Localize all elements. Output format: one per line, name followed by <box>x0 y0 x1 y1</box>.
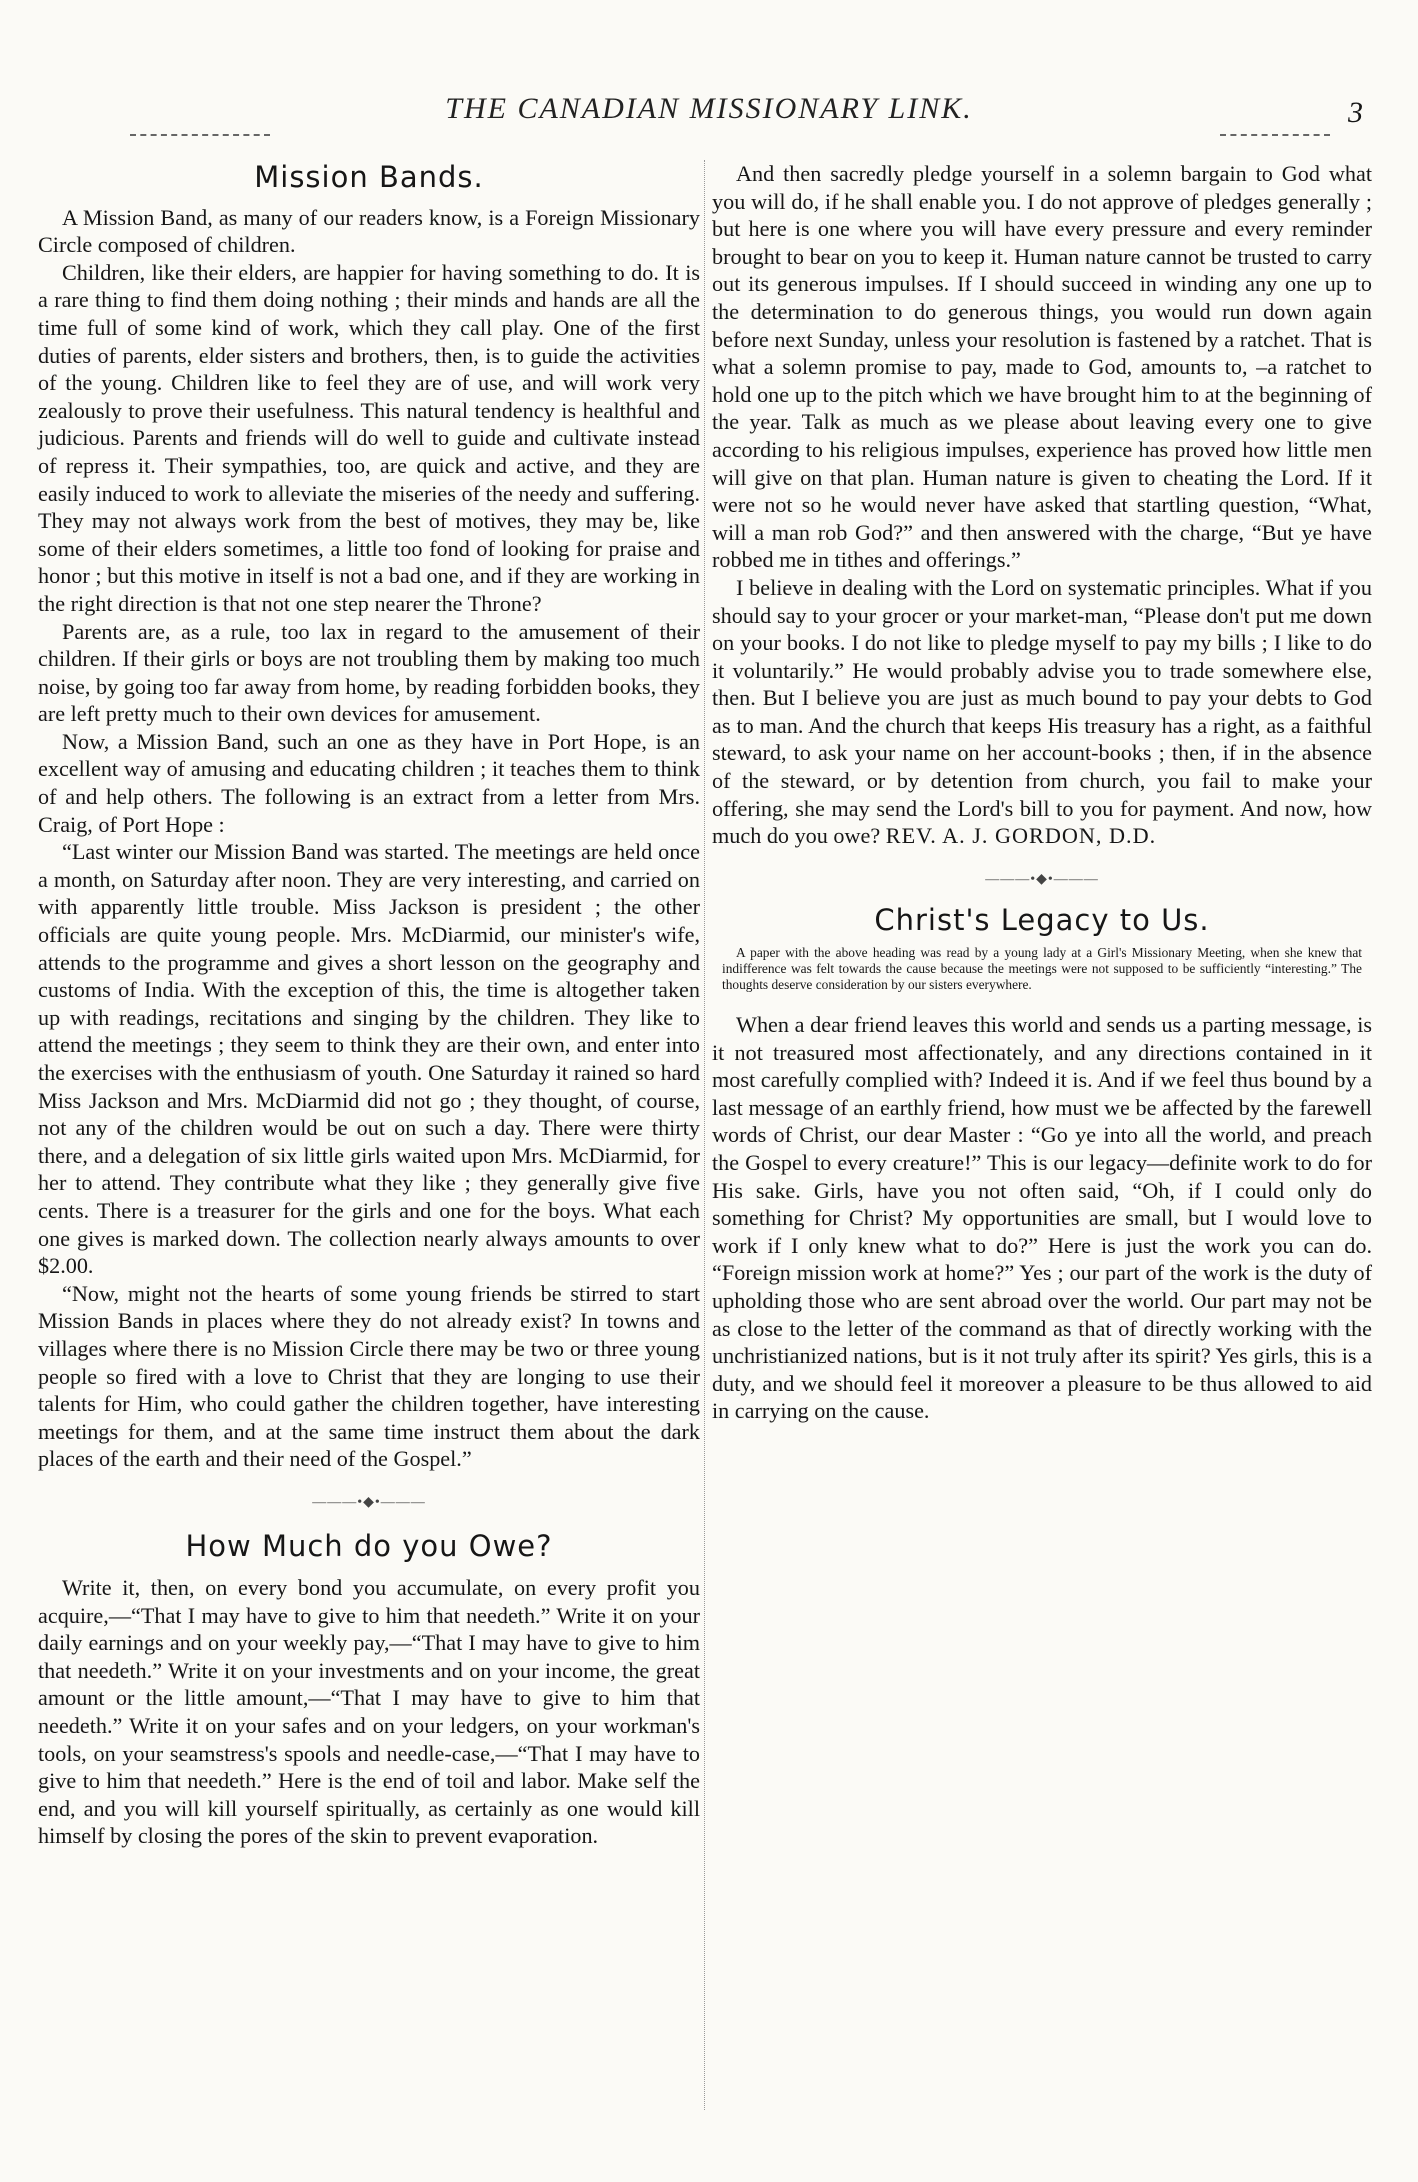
christs-legacy-article <box>712 903 1372 1425</box>
mission-bands-heading: Mission Bands. <box>254 160 484 194</box>
how-much-paragraph-text: I believe in dealing with the Lord on systematic principles. What if you should say to your grocer or your market-man, “Please don't put me down on your books. I do not like to pledge myself to pay my bills ; I like to do it voluntarily.” He would probably advise you to trade somewhere else, then. But I believe you are just as much bound to pay your debts to God as to man. And the church that keeps His treasury has a right, as a faithful steward, to ask your name on her account-books ; then, if in the absence of the steward, or by detention from church, you fail to make your offering, she may send the Lord's bill to you for payment. And now, how much do you owe? <box>712 574 1372 849</box>
header-rule-left <box>130 134 270 136</box>
page-number: 3 <box>1348 96 1363 129</box>
page-header-title: THE CANADIAN MISSIONARY LINK. <box>445 92 973 125</box>
left-column <box>38 160 700 1850</box>
author-signature: REV. A. J. GORDON, D.D. <box>885 823 1157 849</box>
how-much-heading: How Much do you Owe? <box>185 1528 553 1563</box>
how-much-paragraph: And then sacredly pledge yourself in a solemn bargain to God what you will do, if he shall enable you. I do not approve of pledges generally ; but here is one where you will have every pressure and every reminder brought to bear on you to keep it. Human nature cannot be trusted to carry out its generous impulses. If I should succeed in winding any one up to the determination to do generous things, you would run down again before next Sunday, unless your resolution is fastened by a ratchet. That is what a solemn promise to pay, made to God, amounts to, –a ratchet to hold one up to the pitch which we have brought him to at the beginning of the year. Talk as much as we please about leaving every one to give according to his religious impulses, experience has proved how little men will give on that plan. Human nature is given to cheating the Lord. If it were not so he would never have asked that startling question, “What, will a man rob God?” and then answered with the charge, “But ye have robbed me in tithes and offerings.” <box>712 161 1372 573</box>
section-ornament: ———•◆•——— <box>985 871 1099 887</box>
header-rule-right <box>1220 134 1330 136</box>
how-much-continued <box>712 160 1372 893</box>
mission-bands-paragraph: “Last winter our Mission Band was started. The meetings are held once a month, on Saturday after noon. They are very interesting, and carried on with apparently little trouble. Miss Jackson is president ; the other officials are quite young people. Mrs. McDiarmid, our minister's wife, attends to the programme and gives a short lesson on the geography and customs of India. With the exception of this, the time is altogether taken up with readings, recitations and singing by the children. They like to attend the meetings ; they seem to think they are their own, and enter into the exercises with the enthusiasm of youth. One Saturday it rained so hard Miss Jackson and Mrs. McDiarmid did not go ; they thought, of course, not any of the children would be out on such a day. There were thirty there, and a delegation of six little girls waited upon Mrs. McDiarmid, for her to attend. They contribute what they like ; they generally give five cents. There is a treasurer for the girls and one for the boys. What each one gives is marked down. The collection nearly always amounts to over $2.00. <box>38 839 700 1279</box>
mission-bands-article <box>38 160 700 1517</box>
mission-bands-paragraph: Now, a Mission Band, such an one as they have in Port Hope, is an excellent way of amusing and educating children ; it teaches them to think of and help others. The following is an extract from a letter from Mrs. Craig, of Port Hope : <box>38 728 700 837</box>
mission-bands-paragraph: A Mission Band, as many of our readers know, is a Foreign Missionary Circle composed of children. <box>38 204 700 258</box>
column-divider <box>704 160 705 2110</box>
christs-legacy-paragraph: When a dear friend leaves this world and sends us a parting message, is it not treasured most affectionately, and any directions contained in it most carefully complied with? Indeed it is. And if we feel thus bound by a last message of an earthly friend, how must we be affected by the farewell words of Christ, our dear Master : “Go ye into all the world, and preach the Gospel to every creature!” This is our legacy—definite work to do for His sake. Girls, have you not often said, “Oh, if I could only do something for Christ? My opportunities are small, but I would love to work if I only knew what to do?” Here is just the work you can do. “Foreign mission work at home?” Yes ; our part of the work is the duty of upholding those who are sent abroad over the world. Our part may not be as close to the letter of the command as that of directly working with the unchristianized nations, but is it not truly after its spirit? Yes girls, this is a duty, and we should feel it moreover a pleasure to be thus allowed to aid in carrying on the cause. <box>712 1012 1372 1424</box>
christs-legacy-heading: Christ's Legacy to Us. <box>874 903 1210 938</box>
how-much-article <box>38 1528 700 1851</box>
editor-note: A paper with the above heading was read by a young lady at a Girl's Missionary Meeting, when she knew that indifference was felt towards the cause because the meetings were not supposed to be sufficiently “interesting.” The thoughts deserve consideration by our sisters everywhere. <box>722 945 1362 993</box>
right-column <box>712 160 1372 1425</box>
how-much-paragraph <box>712 574 1372 850</box>
mission-bands-paragraph: Children, like their elders, are happier for having something to do. It is a rare thing to find them doing nothing ; their minds and hands are all the time full of some kind of work, which they call play. One of the first duties of parents, elder sisters and brothers, then, is to guide the activities of the young. Children like to feel they are of use, and will work very zealously to prove their usefulness. This natural tendency is healthful and judicious. Parents and friends will do well to guide and cultivate instead of repress it. Their sympathies, too, are quick and active, and they are easily induced to work to alleviate the miseries of the needy and suffering. They may not always work from the best of motives, they may be, like some of their elders sometimes, a little too fond of looking for praise and honor ; but this motive in itself is not a bad one, and if they are working in the right direction is that not one step nearer the Throne? <box>38 259 700 616</box>
how-much-paragraph: Write it, then, on every bond you accumulate, on every profit you acquire,—“That I may have to give to him that needeth.” Write it on your daily earnings and on your weekly pay,—“That I may have to give to him that needeth.” Write it on your investments and on your income, the great amount or the little amount,—“That I may have to give to him that needeth.” Write it on your safes and on your ledgers, on your workman's tools, on your seamstress's spools and needle-case,—“That I may have to give to him that needeth.” Here is the end of toil and labor. Make self the end, and you will kill yourself spiritually, as certainly as one would kill himself by closing the pores of the skin to prevent evaporation. <box>38 1575 700 1849</box>
section-ornament: ———•◆•——— <box>312 1494 426 1510</box>
mission-bands-paragraph: “Now, might not the hearts of some young friends be stirred to start Mission Bands in places where they do not already exist? In towns and villages where there is no Mission Circle there may be two or three young people so fired with a love to Christ that they are longing to use their talents for Him, who could gather the children together, have interesting meetings for them, and at the same time instruct them about the dark places of the earth and their need of the Gospel.” <box>38 1280 700 1472</box>
mission-bands-paragraph: Parents are, as a rule, too lax in regard to the amusement of their children. If their girls or boys are not troubling them by making too much noise, by going too far away from home, by reading forbidden books, they are left pretty much to their own devices for amusement. <box>38 618 700 727</box>
